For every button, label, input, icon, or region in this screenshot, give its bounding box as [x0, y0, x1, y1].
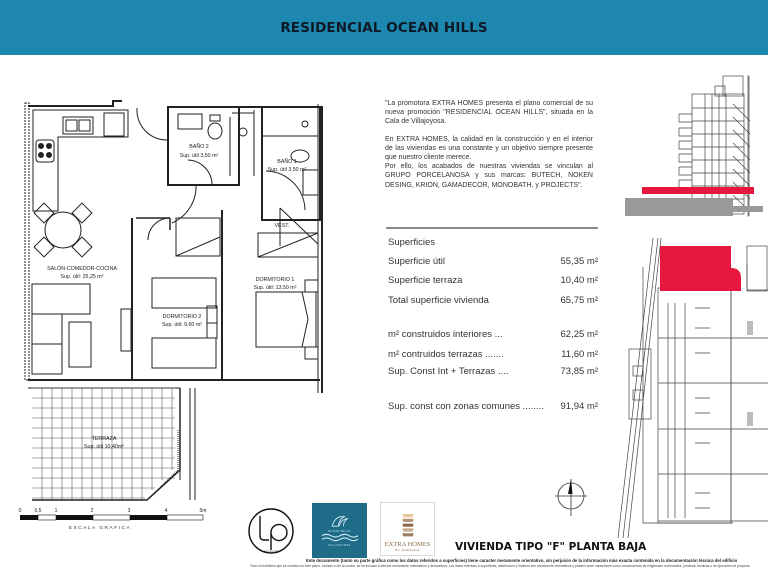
svg-text:0,5: 0,5 — [34, 508, 42, 514]
intro-paragraph-2: En EXTRA HOMES, la calidad en la construcción y en el interior de las viviendas es una constante y un objetivo siempre presente que nuestro cliente merece. — [385, 135, 593, 162]
north-arrow-icon — [553, 474, 589, 520]
room-label-dorm1: DORMITORIO 1 — [255, 277, 295, 283]
svg-text:0: 0 — [18, 508, 22, 514]
surface-row: Total superficie vivienda 65,75 m² — [388, 295, 598, 306]
svg-text:4: 4 — [164, 508, 168, 514]
surface-row: m² contruidos terrazas ....... 11,60 m² — [388, 349, 598, 360]
unit-highlight — [660, 246, 741, 291]
svg-text:3: 3 — [127, 508, 131, 514]
floor-plan — [0, 56, 345, 526]
lp-arquitectura-logo — [247, 506, 295, 556]
room-area-terraza: Sup. útil 10,40m² — [83, 444, 125, 450]
room-area-salon: Sup. útil: 25,25 m² — [60, 274, 104, 280]
surfaces-title: Superficies — [388, 237, 435, 248]
intro-paragraph-3: Por ello, los acabados de nuestras viviendas se vinculan al GRUPO PORCELANOSA y sus marcas: BUTECH, NOKEN DESING, KRION, GAMADECOR, MONOBATH, y PROJECTS". — [385, 163, 593, 189]
building-elevation — [615, 66, 768, 231]
svg-text:5m: 5m — [199, 508, 207, 514]
surface-row: Superficie terraza 10,40 m² — [388, 275, 598, 286]
graphic-scale — [15, 506, 215, 536]
room-label-salon: SALÓN-COMEDOR-COCINA — [47, 266, 117, 272]
disclaimer-line-2: Todo el mobiliario que se muestra en este plano, incluido el de la cocina, se ha incluido a efectos meramente orientativos y decorativos. Los datos referidos a superficies, distribución y linderos son meramente orientativos y pueden sufrir variaciones como consecuencia de exigencias comerciales, jurídicas, técnicas o de ejecución de proyecto — [250, 564, 750, 568]
room-label-bano2: BAÑO 2 — [189, 144, 209, 150]
disclaimer-line-1: Este documento (tanto su parte gráfica como los datos referidos a superficies) tiene caracter meramente orientativo, sin perjuicio de la información más exacta contenida en la documentación técnica del edificio — [306, 558, 738, 563]
room-label-dorm2: DORMITORIO 2 — [162, 314, 202, 320]
surface-row: Superficie útil 55,35 m² — [388, 256, 598, 267]
surfaces-table — [386, 227, 598, 412]
page-title: RESIDENCIAL OCEAN HILLS — [280, 19, 488, 36]
ocean-hills-sub: VILLAJOYOSA — [328, 544, 351, 547]
ocean-hills-logo — [312, 503, 367, 558]
disclaimer — [250, 558, 768, 569]
svg-text:1: 1 — [54, 508, 58, 514]
intro-text — [385, 99, 593, 198]
room-area-bano1: Sup. útil 3,50 m² — [267, 167, 307, 173]
extra-homes-sub: BY QUESADA — [395, 548, 420, 552]
plan-title: VIVIENDA TIPO "F" PLANTA BAJA — [455, 541, 647, 553]
scale-label: ESCALA GRAFICA — [68, 526, 132, 531]
header-banner — [0, 0, 768, 55]
surface-row: m² construidos interiores ... 62,25 m² — [388, 329, 598, 340]
ocean-hills-name: OCEAN HILLS — [328, 529, 351, 533]
room-area-dorm2: Sup. útil: 9,60 m² — [161, 322, 203, 328]
room-label-bano1: BAÑO 1 — [277, 159, 297, 165]
room-area-bano2: Sup. útil 3,50 m² — [179, 153, 219, 159]
room-label-terraza: TERRAZA — [91, 436, 117, 442]
svg-text:ARQUITECTURA: ARQUITECTURA — [263, 551, 279, 553]
site-plan — [615, 238, 768, 556]
svg-text:2: 2 — [90, 508, 94, 514]
extra-homes-logo — [380, 502, 435, 556]
room-label-vest: VEST. — [274, 223, 290, 229]
room-area-dorm1: Sup. útil: 13,50 m² — [253, 285, 297, 291]
surface-row: Sup. const con zonas comunes ........ 91,94 m² — [388, 401, 598, 412]
intro-paragraph-1: "La promotora EXTRA HOMES presenta el plano comercial de su nueva promoción "RESIDENCIAL OCEAN HILLS", situada en la Cala de Villajoyosa. — [385, 100, 593, 126]
floor-highlight — [642, 187, 754, 194]
extra-homes-name: EXTRA HOMES — [384, 541, 431, 548]
surface-row: Sup. Const Int + Terrazas .... 73,85 m² — [388, 366, 598, 377]
